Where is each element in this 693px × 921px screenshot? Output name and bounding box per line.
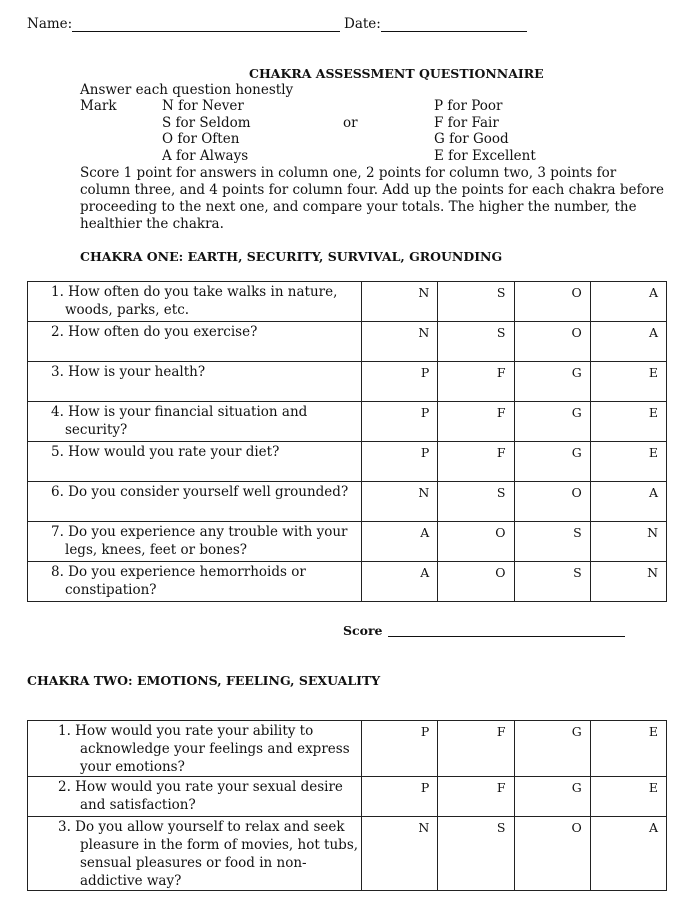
option-cell[interactable]: F — [438, 402, 514, 442]
legend-never: N for Never — [162, 98, 244, 114]
option-cell[interactable]: O — [438, 562, 514, 602]
option-cell[interactable]: P — [362, 362, 438, 402]
table-row — [28, 777, 667, 817]
page-title: CHAKRA ASSESSMENT QUESTIONNAIRE — [249, 66, 544, 81]
option-cell[interactable]: S — [438, 282, 514, 322]
table-row — [28, 282, 667, 322]
section-1-title: CHAKRA ONE: EARTH, SECURITY, SURVIVAL, GROUNDING — [80, 249, 503, 264]
question-text: 2. How often do you exercise? — [51, 324, 258, 340]
option-cell[interactable]: E — [590, 402, 666, 442]
table-row — [28, 482, 667, 522]
legend-often: O for Often — [162, 131, 240, 148]
option-cell[interactable]: N — [362, 482, 438, 522]
option-cell[interactable]: N — [362, 817, 438, 891]
option-cell[interactable]: O — [514, 482, 590, 522]
legend-poor: P for Poor — [434, 98, 503, 114]
question-text: 6. Do you consider yourself well grounded? — [51, 484, 349, 500]
legend-always: A for Always — [162, 148, 249, 165]
option-cell[interactable]: S — [514, 522, 590, 562]
intro-line1: Answer each question honestly — [80, 82, 294, 98]
option-cell[interactable]: P — [362, 777, 438, 817]
frequency-legend — [162, 98, 251, 165]
mark-label: Mark — [80, 98, 117, 114]
option-cell[interactable]: N — [590, 522, 666, 562]
scoring-instructions: Score 1 point for answers in column one, 2 points for column two, 3 points for column three, and 4 points for column four. Add up the points for each chakra before proceeding to the next one, and compare your totals. The higher the number, the healthier the chakra. — [80, 165, 665, 232]
section-2-title: CHAKRA TWO: EMOTIONS, FEELING, SEXUALITY — [27, 673, 381, 688]
question-text: 2. How would you rate your sexual desire and satisfaction? — [58, 779, 343, 813]
question-text: 3. How is your health? — [51, 364, 206, 380]
question-text: 7. Do you experience any trouble with your legs, knees, feet or bones? — [51, 524, 348, 558]
option-cell[interactable]: A — [590, 817, 666, 891]
legend-fair: F for Fair — [434, 114, 499, 131]
name-line[interactable] — [72, 31, 340, 32]
option-cell[interactable]: G — [514, 721, 590, 777]
table-row — [28, 442, 667, 482]
option-cell[interactable]: G — [514, 362, 590, 402]
option-cell[interactable]: O — [514, 817, 590, 891]
name-field — [27, 16, 340, 32]
option-cell[interactable]: S — [438, 817, 514, 891]
or-label: or — [343, 115, 358, 131]
option-cell[interactable]: E — [590, 721, 666, 777]
table-row — [28, 721, 667, 777]
chakra-two-table — [27, 720, 667, 891]
option-cell[interactable]: G — [514, 442, 590, 482]
table-row — [28, 562, 667, 602]
option-cell[interactable]: P — [362, 442, 438, 482]
date-line[interactable] — [381, 31, 527, 32]
question-text: 8. Do you experience hemorrhoids or constipation? — [51, 564, 306, 598]
date-label: Date: — [344, 16, 381, 32]
option-cell[interactable]: S — [438, 482, 514, 522]
option-cell[interactable]: A — [590, 282, 666, 322]
name-label: Name: — [27, 16, 73, 32]
option-cell[interactable]: E — [590, 777, 666, 817]
chakra-one-table — [27, 281, 667, 602]
option-cell[interactable]: O — [514, 322, 590, 362]
quality-legend — [434, 98, 536, 165]
option-cell[interactable]: N — [362, 282, 438, 322]
option-cell[interactable]: G — [514, 402, 590, 442]
option-cell[interactable]: N — [362, 322, 438, 362]
table-row — [28, 322, 667, 362]
question-text: 4. How is your financial situation and security? — [51, 404, 308, 438]
option-cell[interactable]: E — [590, 442, 666, 482]
option-cell[interactable]: S — [438, 322, 514, 362]
option-cell[interactable]: A — [590, 482, 666, 522]
table-row — [28, 817, 667, 891]
option-cell[interactable]: A — [362, 562, 438, 602]
option-cell[interactable]: G — [514, 777, 590, 817]
option-cell[interactable]: F — [438, 777, 514, 817]
option-cell[interactable]: F — [438, 362, 514, 402]
option-cell[interactable]: S — [514, 562, 590, 602]
option-cell[interactable]: E — [590, 362, 666, 402]
option-cell[interactable]: A — [362, 522, 438, 562]
score-label: Score — [343, 623, 383, 638]
question-text: 3. Do you allow yourself to relax and seek pleasure in the form of movies, hot tubs, sensual pleasures or food in non-addictive way? — [58, 819, 359, 889]
legend-seldom: S for Seldom — [162, 114, 251, 131]
option-cell[interactable]: F — [438, 721, 514, 777]
score-line[interactable] — [388, 636, 625, 637]
option-cell[interactable]: P — [362, 721, 438, 777]
table-row — [28, 522, 667, 562]
option-cell[interactable]: O — [514, 282, 590, 322]
option-cell[interactable]: F — [438, 442, 514, 482]
table-row — [28, 362, 667, 402]
date-field — [344, 16, 527, 32]
question-text: 1. How would you rate your ability to acknowledge your feelings and express your emotions? — [58, 723, 350, 775]
option-cell[interactable]: O — [438, 522, 514, 562]
question-text: 5. How would you rate your diet? — [51, 444, 280, 460]
option-cell[interactable]: N — [590, 562, 666, 602]
question-text: 1. How often do you take walks in nature, woods, parks, etc. — [51, 284, 338, 318]
table-row — [28, 402, 667, 442]
legend-excellent: E for Excellent — [434, 148, 536, 165]
legend-good: G for Good — [434, 131, 509, 148]
option-cell[interactable]: A — [590, 322, 666, 362]
option-cell[interactable]: P — [362, 402, 438, 442]
